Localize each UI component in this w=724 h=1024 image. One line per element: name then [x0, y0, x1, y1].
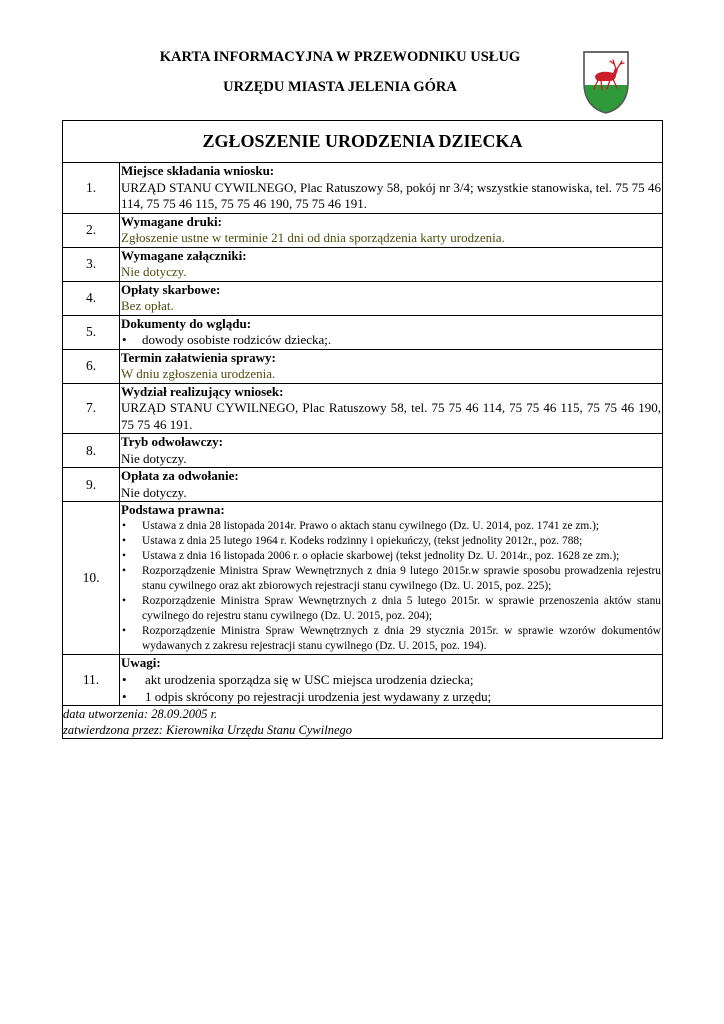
row-content	[120, 383, 663, 434]
row-number: 11.	[63, 654, 120, 706]
row-value: Zgłoszenie ustne w terminie 21 dni od dnia sporządzenia karty urodzenia.	[121, 230, 505, 245]
table-row	[63, 315, 663, 349]
table-row	[63, 502, 663, 655]
footer-row	[63, 706, 663, 739]
row-number: 2.	[63, 213, 120, 247]
row-label: Opłata za odwołanie:	[121, 468, 239, 483]
table-row	[63, 247, 663, 281]
row-content	[120, 654, 663, 706]
list-item: • Rozporządzenie Ministra Spraw Wewnętrznych z dnia 9 lutego 2015r.w sprawie sposobu prowadzenia rejestru stanu cywilnego oraz akt zbiorowych rejestracji stanu cywilnego (Dz. U. 2015, poz. 225);	[121, 564, 661, 594]
row-number: 8.	[63, 434, 120, 468]
table-row	[63, 349, 663, 383]
row-content	[120, 281, 663, 315]
list-item: • akt urodzenia sporządza się w USC miejsca urodzenia dziecka;	[121, 671, 661, 688]
row-label: Termin załatwienia sprawy:	[121, 349, 276, 365]
row-value: URZĄD STANU CYWILNEGO, Plac Ratuszowy 58, tel. 75 75 46 114, 75 75 46 115, 75 75 46 190, 75 75 46 191.	[121, 400, 661, 432]
notes-list	[121, 671, 661, 705]
row-number: 5.	[63, 315, 120, 349]
row-number: 6.	[63, 349, 120, 383]
row-label: Wymagane druki:	[121, 213, 222, 229]
row-content	[120, 434, 663, 468]
row-value: Nie dotyczy.	[121, 264, 187, 279]
row-value: W dniu zgłoszenia urodzenia.	[121, 366, 276, 381]
row-value: Nie dotyczy.	[121, 450, 187, 466]
row-content	[120, 247, 663, 281]
row-content	[120, 349, 663, 383]
row-number: 4.	[63, 281, 120, 315]
row-content	[120, 468, 663, 502]
document-title: ZGŁOSZENIE URODZENIA DZIECKA	[202, 131, 523, 151]
list-item: • Ustawa z dnia 28 listopada 2014r. Prawo o aktach stanu cywilnego (Dz. U. 2014, poz. 1741 ze zm.);	[121, 519, 661, 534]
row-label: Wydział realizujący wniosek:	[121, 383, 284, 399]
row-label: Miejsce składania wniosku:	[121, 163, 275, 178]
row-number: 3.	[63, 247, 120, 281]
legal-basis-list	[121, 519, 661, 654]
list-item: • Rozporządzenie Ministra Spraw Wewnętrznych z dnia 5 lutego 2015r. w sprawie przenoszenia aktów stanu cywilnego do rejestru stanu cywilnego (Dz. U. 2015, poz. 204);	[121, 594, 661, 624]
row-label: Tryb odwoławczy:	[121, 434, 223, 449]
list-item: • Rozporządzenie Ministra Spraw Wewnętrznych z dnia 29 stycznia 2015r. w sprawie wzorów dokumentów wydawanych z zakresu rejestracji stanu cywilnego (Dz. U. 2015, poz. 194).	[121, 624, 661, 654]
row-content	[120, 213, 663, 247]
row-label: Wymagane załączniki:	[121, 247, 247, 263]
table-row	[63, 434, 663, 468]
list-item: • dowody osobiste rodziców dziecka;.	[121, 332, 661, 349]
coat-of-arms-deer-icon	[582, 49, 630, 115]
row-label: Dokumenty do wglądu:	[121, 315, 252, 331]
table-row	[63, 213, 663, 247]
list-item: • Ustawa z dnia 25 lutego 1964 r. Kodeks rodzinny i opiekuńczy, (tekst jednolity 2012r., poz. 788;	[121, 534, 661, 549]
row-content	[120, 163, 663, 214]
row-content	[120, 315, 663, 349]
row-number: 7.	[63, 383, 120, 434]
info-table	[62, 120, 663, 739]
header-line-2: URZĘDU MIASTA JELENIA GÓRA	[223, 79, 457, 95]
row-value: Bez opłat.	[121, 298, 174, 313]
row-value: Nie dotyczy.	[121, 484, 187, 500]
bullet-list	[121, 332, 661, 349]
row-number: 1.	[63, 163, 120, 214]
row-number: 9.	[63, 468, 120, 502]
header-line-1: KARTA INFORMACYJNA W PRZEWODNIKU USŁUG	[159, 49, 521, 65]
row-label: Uwagi:	[121, 654, 161, 670]
row-label: Podstawa prawna:	[121, 502, 225, 517]
document-header	[0, 48, 680, 96]
footer-cell	[63, 706, 663, 739]
approved-by: zatwierdzona przez: Kierownika Urzędu Stanu Cywilnego	[63, 723, 353, 737]
title-row	[63, 121, 663, 163]
table-row	[63, 383, 663, 434]
row-number: 10.	[63, 502, 120, 655]
creation-date: data utworzenia: 28.09.2005 r.	[63, 707, 218, 721]
row-value: URZĄD STANU CYWILNEGO, Plac Ratuszowy 58, pokój nr 3/4; wszystkie stanowiska, tel. 75 75 46 114, 75 75 46 115, 75 75 46 190, 75 75 46 191.	[121, 179, 661, 211]
list-item: • 1 odpis skrócony po rejestracji urodzenia jest wydawany z urzędu;	[121, 688, 661, 705]
table-row	[63, 654, 663, 706]
list-item: • Ustawa z dnia 16 listopada 2006 r. o opłacie skarbowej (tekst jednolity Dz. U. 2014r., poz. 1628 ze zm.);	[121, 549, 661, 564]
title-cell	[63, 121, 663, 163]
table-row	[63, 281, 663, 315]
table-row	[63, 468, 663, 502]
row-content	[120, 502, 663, 655]
table-row	[63, 163, 663, 214]
row-label: Opłaty skarbowe:	[121, 281, 221, 297]
